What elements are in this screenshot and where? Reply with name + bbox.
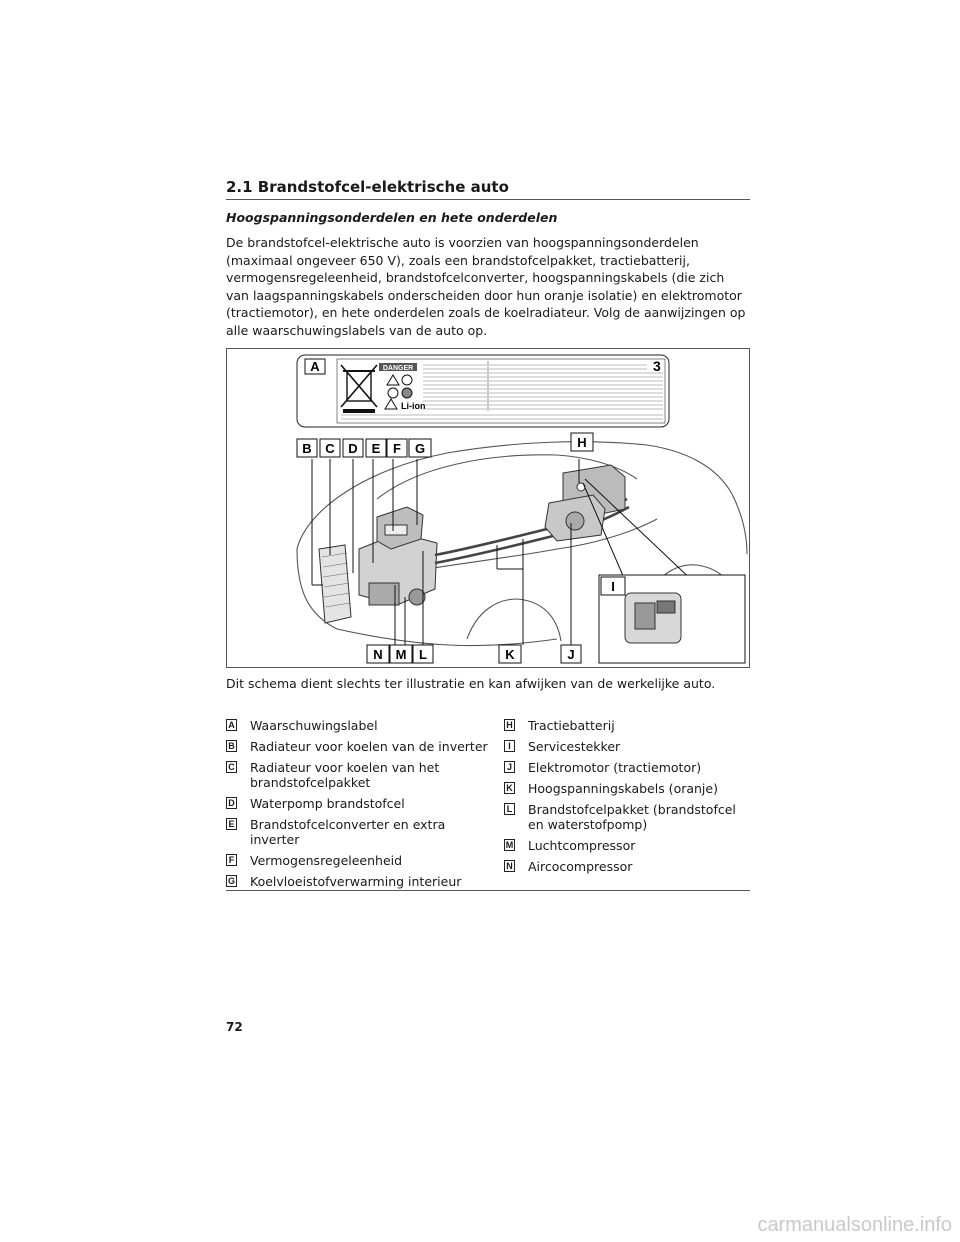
svg-text:D: D bbox=[348, 441, 358, 456]
figure-caption: Dit schema dient slechts ter illustratie en kan afwijken van de werkelijke auto. bbox=[226, 676, 716, 691]
legend-item-text: Aircocompressor bbox=[528, 859, 633, 874]
callout-L bbox=[413, 645, 433, 663]
legend-item-text: Luchtcompressor bbox=[528, 838, 636, 853]
legend-item-text: Tractiebatterij bbox=[528, 718, 615, 733]
legend-right-column bbox=[504, 718, 750, 880]
legend-item bbox=[226, 874, 488, 889]
legend-item bbox=[226, 796, 488, 811]
legend-key-badge: A bbox=[226, 719, 237, 731]
legend-key-badge: M bbox=[505, 840, 514, 850]
watermark: carmanualsonline.info bbox=[757, 1214, 952, 1236]
legend-left-column bbox=[226, 718, 488, 895]
callout-I bbox=[601, 577, 625, 595]
legend-bottom-rule bbox=[226, 890, 750, 891]
callout-G bbox=[409, 439, 431, 457]
legend-key-badge: L bbox=[504, 803, 515, 815]
callout-D bbox=[343, 439, 363, 457]
legend-key-badge: H bbox=[504, 719, 515, 731]
radiator-illustration bbox=[319, 545, 351, 623]
legend-item bbox=[504, 859, 750, 874]
legend-key-badge: N bbox=[504, 860, 515, 872]
intro-paragraph: De brandstofcel-elektrische auto is voorzien van hoogspanningsonderdelen (maximaal ongeveer 650 V), zoals een brandstofcelpakket, tractiebatterij, vermogensregeleenheid, brandstofcelconverter, hoogspanningskabels (die zich van laagspanningskabels onderscheiden door hun oranje isolatie) en elektromotor (tractiemotor), en hete onderdelen zoals de koelradiateur. Volg de aanwijzingen op alle waarschuwingslabels van de auto op. bbox=[226, 235, 746, 338]
legend-item bbox=[226, 760, 488, 790]
svg-text:A: A bbox=[310, 359, 320, 374]
callout-A bbox=[305, 359, 325, 374]
label-number-text: 3 bbox=[653, 358, 661, 374]
legend-item bbox=[226, 739, 488, 754]
liion-label-text: Li-ion bbox=[401, 401, 426, 411]
svg-text:B: B bbox=[302, 441, 312, 456]
legend-key-badge: K bbox=[504, 782, 515, 794]
legend-item-text: Servicestekker bbox=[528, 739, 621, 754]
legend-item bbox=[504, 760, 750, 775]
callout-J bbox=[561, 645, 581, 663]
svg-text:F: F bbox=[393, 441, 401, 456]
legend-item-text: Radiateur voor koelen van de inverter bbox=[250, 739, 488, 754]
legend-item bbox=[504, 718, 750, 733]
svg-text:L: L bbox=[419, 647, 427, 662]
diagram-figure bbox=[226, 348, 750, 668]
legend-item-text: Vermogensregeleenheid bbox=[250, 853, 403, 868]
svg-text:N: N bbox=[373, 647, 383, 662]
svg-text:E: E bbox=[371, 441, 381, 456]
callout-K bbox=[499, 645, 521, 663]
motor-illustration bbox=[545, 495, 605, 541]
legend-item bbox=[504, 802, 750, 832]
fuel-cell-module-illustration bbox=[359, 507, 437, 605]
legend-item bbox=[504, 838, 750, 853]
legend-item bbox=[226, 853, 488, 868]
svg-text:M: M bbox=[395, 647, 407, 662]
legend-key-badge: B bbox=[226, 740, 237, 752]
section-title: 2.1 Brandstofcel-elektrische auto bbox=[226, 178, 509, 196]
page-number: 72 bbox=[226, 1020, 243, 1034]
callout-E bbox=[366, 439, 386, 457]
legend-item-text: Waterpomp brandstofcel bbox=[250, 796, 405, 811]
svg-text:K: K bbox=[505, 647, 515, 662]
legend-key-badge: I bbox=[504, 740, 515, 752]
subtitle: Hoogspanningsonderdelen en hete onderdelen bbox=[226, 210, 558, 225]
legend-key-badge: D bbox=[226, 797, 237, 809]
legend-key-badge: J bbox=[504, 761, 515, 773]
legend-item-text: Elektromotor (tractiemotor) bbox=[528, 760, 702, 775]
svg-text:C: C bbox=[325, 441, 335, 456]
legend-item-text: Brandstofcelpakket (brandstofcel en waterstofpomp) bbox=[528, 802, 736, 832]
legend-key-badge: C bbox=[226, 761, 237, 773]
legend-item bbox=[504, 739, 750, 754]
legend-item bbox=[226, 718, 488, 733]
svg-text:I: I bbox=[611, 579, 615, 594]
callout-N bbox=[367, 645, 389, 663]
legend-item-text: Radiateur voor koelen van het brandstofcelpakket bbox=[250, 760, 440, 790]
svg-text:H: H bbox=[577, 435, 587, 450]
legend-item bbox=[226, 817, 488, 847]
legend-key-badge: E bbox=[226, 818, 237, 830]
car-diagram bbox=[227, 349, 749, 667]
callout-C bbox=[320, 439, 340, 457]
callout-F bbox=[387, 439, 407, 457]
legend-item-text: Koelvloeistofverwarming interieur bbox=[250, 874, 462, 889]
svg-text:J: J bbox=[567, 647, 575, 662]
warning-label-illustration bbox=[297, 355, 669, 427]
legend-item-text: Brandstofcelconverter en extra inverter bbox=[250, 817, 446, 847]
legend-key-badge: G bbox=[227, 876, 235, 886]
callout-M bbox=[390, 645, 412, 663]
legend-item-text: Hoogspanningskabels (oranje) bbox=[528, 781, 718, 796]
callout-H bbox=[571, 433, 593, 451]
svg-text:G: G bbox=[414, 441, 426, 456]
section-rule bbox=[226, 199, 750, 200]
callout-B bbox=[297, 439, 317, 457]
legend-item-text: Waarschuwingslabel bbox=[250, 718, 378, 733]
legend-key-badge: F bbox=[226, 854, 237, 866]
danger-label-text: DANGER bbox=[382, 365, 414, 372]
legend-item bbox=[504, 781, 750, 796]
